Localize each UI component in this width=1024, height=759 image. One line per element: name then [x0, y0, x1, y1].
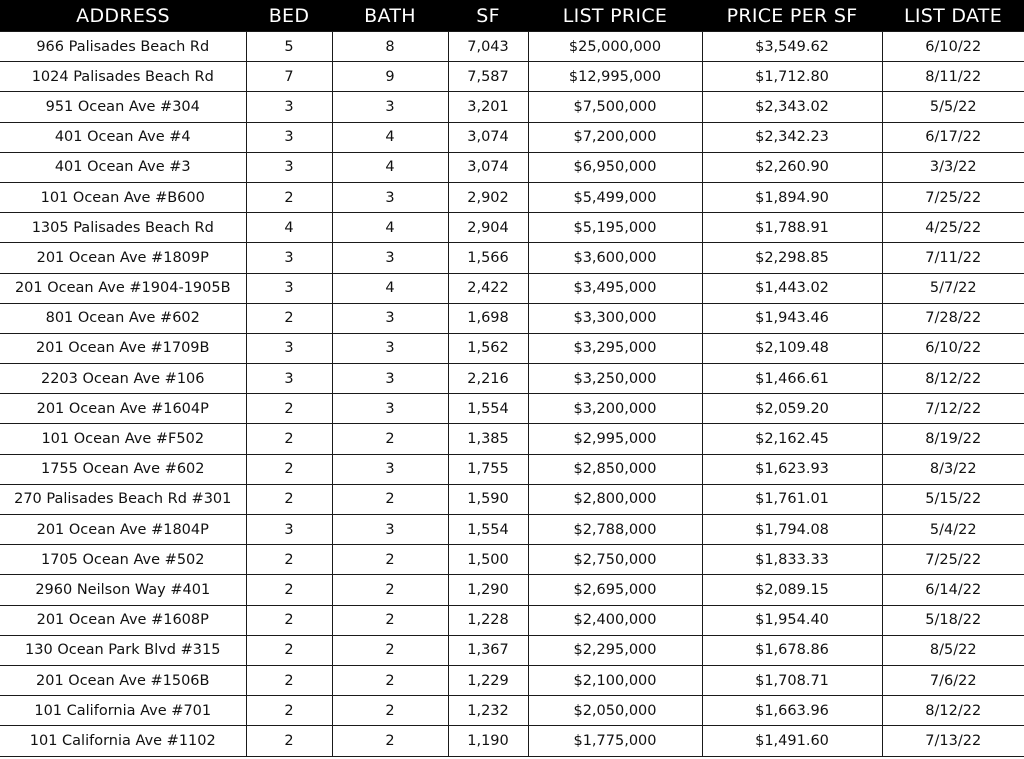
- cell-sf: 1,500: [448, 545, 528, 575]
- table-row: [0, 696, 1024, 726]
- cell-list-date: 5/5/22: [882, 92, 1024, 122]
- cell-list-date: 6/17/22: [882, 122, 1024, 152]
- cell-list-price: $6,950,000: [528, 152, 702, 182]
- cell-price-per-sf: $2,343.02: [702, 92, 882, 122]
- cell-price-per-sf: $1,788.91: [702, 213, 882, 243]
- cell-sf: 1,385: [448, 424, 528, 454]
- cell-bath: 3: [332, 394, 448, 424]
- cell-address: 101 Ocean Ave #F502: [0, 424, 246, 454]
- table-row: [0, 273, 1024, 303]
- cell-bed: 3: [246, 243, 332, 273]
- cell-list-price: $3,600,000: [528, 243, 702, 273]
- cell-bed: 3: [246, 122, 332, 152]
- cell-price-per-sf: $1,833.33: [702, 545, 882, 575]
- cell-address: 130 Ocean Park Blvd #315: [0, 635, 246, 665]
- cell-sf: 7,043: [448, 32, 528, 62]
- cell-price-per-sf: $1,663.96: [702, 696, 882, 726]
- cell-address: 401 Ocean Ave #4: [0, 122, 246, 152]
- cell-bed: 3: [246, 364, 332, 394]
- cell-list-price: $2,750,000: [528, 545, 702, 575]
- cell-list-price: $2,800,000: [528, 484, 702, 514]
- cell-list-price: $3,250,000: [528, 364, 702, 394]
- cell-address: 201 Ocean Ave #1809P: [0, 243, 246, 273]
- cell-bath: 3: [332, 454, 448, 484]
- cell-bath: 9: [332, 62, 448, 92]
- header-bed: BED: [246, 0, 332, 32]
- cell-bath: 2: [332, 726, 448, 756]
- table-row: [0, 92, 1024, 122]
- cell-sf: 3,201: [448, 92, 528, 122]
- cell-list-date: 5/18/22: [882, 605, 1024, 635]
- cell-price-per-sf: $2,298.85: [702, 243, 882, 273]
- cell-list-date: 5/4/22: [882, 515, 1024, 545]
- cell-address: 101 Ocean Ave #B600: [0, 182, 246, 212]
- cell-sf: 1,554: [448, 515, 528, 545]
- cell-price-per-sf: $1,794.08: [702, 515, 882, 545]
- cell-bed: 2: [246, 605, 332, 635]
- header-bath: BATH: [332, 0, 448, 32]
- cell-sf: 1,290: [448, 575, 528, 605]
- cell-address: 1024 Palisades Beach Rd: [0, 62, 246, 92]
- cell-bed: 2: [246, 454, 332, 484]
- table-row: [0, 484, 1024, 514]
- table-body: [0, 32, 1024, 757]
- cell-list-price: $2,050,000: [528, 696, 702, 726]
- cell-price-per-sf: $3,549.62: [702, 32, 882, 62]
- header-row: [0, 0, 1024, 32]
- cell-list-date: 7/25/22: [882, 182, 1024, 212]
- cell-list-date: 7/6/22: [882, 665, 1024, 695]
- cell-address: 270 Palisades Beach Rd #301: [0, 484, 246, 514]
- cell-bed: 2: [246, 726, 332, 756]
- cell-list-price: $3,495,000: [528, 273, 702, 303]
- cell-sf: 1,590: [448, 484, 528, 514]
- cell-sf: 1,566: [448, 243, 528, 273]
- cell-bath: 2: [332, 424, 448, 454]
- cell-list-date: 7/13/22: [882, 726, 1024, 756]
- table-row: [0, 605, 1024, 635]
- cell-price-per-sf: $1,708.71: [702, 665, 882, 695]
- cell-list-date: 8/19/22: [882, 424, 1024, 454]
- cell-list-date: 3/3/22: [882, 152, 1024, 182]
- cell-list-date: 6/10/22: [882, 333, 1024, 363]
- cell-bed: 5: [246, 32, 332, 62]
- header-address: ADDRESS: [0, 0, 246, 32]
- table-row: [0, 394, 1024, 424]
- header-sf: SF: [448, 0, 528, 32]
- cell-sf: 1,698: [448, 303, 528, 333]
- cell-bath: 2: [332, 635, 448, 665]
- cell-price-per-sf: $2,162.45: [702, 424, 882, 454]
- cell-list-price: $2,995,000: [528, 424, 702, 454]
- cell-sf: 1,367: [448, 635, 528, 665]
- cell-list-price: $5,195,000: [528, 213, 702, 243]
- table-row: [0, 182, 1024, 212]
- cell-bath: 8: [332, 32, 448, 62]
- cell-list-price: $3,295,000: [528, 333, 702, 363]
- cell-price-per-sf: $1,954.40: [702, 605, 882, 635]
- cell-list-price: $2,400,000: [528, 605, 702, 635]
- cell-address: 201 Ocean Ave #1904-1905B: [0, 273, 246, 303]
- cell-bed: 3: [246, 92, 332, 122]
- cell-sf: 1,554: [448, 394, 528, 424]
- cell-list-date: 6/14/22: [882, 575, 1024, 605]
- cell-sf: 1,232: [448, 696, 528, 726]
- cell-list-date: 7/12/22: [882, 394, 1024, 424]
- cell-price-per-sf: $1,678.86: [702, 635, 882, 665]
- cell-address: 401 Ocean Ave #3: [0, 152, 246, 182]
- cell-list-price: $7,200,000: [528, 122, 702, 152]
- cell-bed: 2: [246, 545, 332, 575]
- table-row: [0, 62, 1024, 92]
- table-row: [0, 424, 1024, 454]
- cell-address: 101 California Ave #701: [0, 696, 246, 726]
- cell-sf: 1,562: [448, 333, 528, 363]
- cell-bed: 2: [246, 182, 332, 212]
- cell-list-date: 8/5/22: [882, 635, 1024, 665]
- cell-list-price: $2,100,000: [528, 665, 702, 695]
- cell-address: 201 Ocean Ave #1608P: [0, 605, 246, 635]
- table-row: [0, 364, 1024, 394]
- cell-sf: 2,422: [448, 273, 528, 303]
- header-list-price: LIST PRICE: [528, 0, 702, 32]
- table-row: [0, 665, 1024, 695]
- cell-list-date: 6/10/22: [882, 32, 1024, 62]
- cell-address: 201 Ocean Ave #1804P: [0, 515, 246, 545]
- cell-sf: 1,190: [448, 726, 528, 756]
- cell-sf: 7,587: [448, 62, 528, 92]
- cell-price-per-sf: $1,943.46: [702, 303, 882, 333]
- cell-price-per-sf: $1,894.90: [702, 182, 882, 212]
- cell-bed: 2: [246, 303, 332, 333]
- cell-bath: 4: [332, 213, 448, 243]
- cell-sf: 1,228: [448, 605, 528, 635]
- cell-list-date: 8/11/22: [882, 62, 1024, 92]
- cell-list-date: 4/25/22: [882, 213, 1024, 243]
- cell-list-date: 8/12/22: [882, 364, 1024, 394]
- cell-address: 201 Ocean Ave #1506B: [0, 665, 246, 695]
- header-list-date: LIST DATE: [882, 0, 1024, 32]
- table-row: [0, 213, 1024, 243]
- cell-list-price: $2,695,000: [528, 575, 702, 605]
- table-row: [0, 303, 1024, 333]
- table-row: [0, 726, 1024, 756]
- cell-bath: 4: [332, 273, 448, 303]
- cell-bath: 3: [332, 92, 448, 122]
- cell-address: 966 Palisades Beach Rd: [0, 32, 246, 62]
- cell-sf: 1,755: [448, 454, 528, 484]
- cell-price-per-sf: $1,443.02: [702, 273, 882, 303]
- table-row: [0, 515, 1024, 545]
- cell-bed: 2: [246, 394, 332, 424]
- cell-bed: 2: [246, 484, 332, 514]
- cell-bed: 2: [246, 575, 332, 605]
- table-row: [0, 333, 1024, 363]
- cell-bath: 3: [332, 303, 448, 333]
- cell-price-per-sf: $2,059.20: [702, 394, 882, 424]
- cell-list-price: $2,850,000: [528, 454, 702, 484]
- cell-list-date: 7/11/22: [882, 243, 1024, 273]
- cell-price-per-sf: $1,712.80: [702, 62, 882, 92]
- cell-price-per-sf: $1,466.61: [702, 364, 882, 394]
- cell-list-date: 7/28/22: [882, 303, 1024, 333]
- cell-list-price: $12,995,000: [528, 62, 702, 92]
- cell-list-price: $7,500,000: [528, 92, 702, 122]
- cell-price-per-sf: $1,623.93: [702, 454, 882, 484]
- cell-bed: 3: [246, 515, 332, 545]
- cell-bed: 2: [246, 665, 332, 695]
- table-row: [0, 635, 1024, 665]
- cell-address: 1755 Ocean Ave #602: [0, 454, 246, 484]
- cell-price-per-sf: $2,342.23: [702, 122, 882, 152]
- cell-bath: 4: [332, 152, 448, 182]
- cell-address: 201 Ocean Ave #1604P: [0, 394, 246, 424]
- cell-list-price: $2,788,000: [528, 515, 702, 545]
- table-row: [0, 32, 1024, 62]
- cell-address: 101 California Ave #1102: [0, 726, 246, 756]
- cell-bed: 4: [246, 213, 332, 243]
- cell-price-per-sf: $1,491.60: [702, 726, 882, 756]
- cell-address: 1705 Ocean Ave #502: [0, 545, 246, 575]
- cell-list-date: 5/15/22: [882, 484, 1024, 514]
- cell-address: 2203 Ocean Ave #106: [0, 364, 246, 394]
- cell-address: 801 Ocean Ave #602: [0, 303, 246, 333]
- cell-bath: 2: [332, 575, 448, 605]
- cell-bath: 3: [332, 243, 448, 273]
- table-row: [0, 152, 1024, 182]
- cell-bath: 2: [332, 545, 448, 575]
- cell-bath: 2: [332, 665, 448, 695]
- cell-bed: 2: [246, 635, 332, 665]
- cell-sf: 1,229: [448, 665, 528, 695]
- cell-bath: 2: [332, 484, 448, 514]
- cell-list-price: $25,000,000: [528, 32, 702, 62]
- cell-list-price: $2,295,000: [528, 635, 702, 665]
- cell-address: 2960 Neilson Way #401: [0, 575, 246, 605]
- cell-list-date: 5/7/22: [882, 273, 1024, 303]
- cell-address: 201 Ocean Ave #1709B: [0, 333, 246, 363]
- cell-address: 1305 Palisades Beach Rd: [0, 213, 246, 243]
- cell-bath: 3: [332, 364, 448, 394]
- cell-address: 951 Ocean Ave #304: [0, 92, 246, 122]
- cell-price-per-sf: $2,089.15: [702, 575, 882, 605]
- cell-bath: 2: [332, 696, 448, 726]
- table-row: [0, 243, 1024, 273]
- cell-price-per-sf: $2,260.90: [702, 152, 882, 182]
- table-header: [0, 0, 1024, 32]
- cell-list-price: $3,300,000: [528, 303, 702, 333]
- cell-list-date: 8/3/22: [882, 454, 1024, 484]
- cell-price-per-sf: $2,109.48: [702, 333, 882, 363]
- cell-list-price: $3,200,000: [528, 394, 702, 424]
- cell-bath: 3: [332, 333, 448, 363]
- cell-bath: 3: [332, 182, 448, 212]
- cell-bed: 3: [246, 152, 332, 182]
- table-row: [0, 575, 1024, 605]
- cell-sf: 2,216: [448, 364, 528, 394]
- cell-bed: 2: [246, 696, 332, 726]
- header-price-per-sf: PRICE PER SF: [702, 0, 882, 32]
- cell-bed: 2: [246, 424, 332, 454]
- cell-bed: 3: [246, 273, 332, 303]
- cell-list-date: 7/25/22: [882, 545, 1024, 575]
- cell-bath: 4: [332, 122, 448, 152]
- cell-list-price: $1,775,000: [528, 726, 702, 756]
- cell-sf: 3,074: [448, 122, 528, 152]
- cell-bed: 3: [246, 333, 332, 363]
- cell-bath: 2: [332, 605, 448, 635]
- table-row: [0, 122, 1024, 152]
- cell-list-date: 8/12/22: [882, 696, 1024, 726]
- cell-sf: 2,902: [448, 182, 528, 212]
- cell-price-per-sf: $1,761.01: [702, 484, 882, 514]
- cell-bath: 3: [332, 515, 448, 545]
- table-row: [0, 545, 1024, 575]
- cell-sf: 3,074: [448, 152, 528, 182]
- cell-list-price: $5,499,000: [528, 182, 702, 212]
- cell-bed: 7: [246, 62, 332, 92]
- cell-sf: 2,904: [448, 213, 528, 243]
- table-row: [0, 454, 1024, 484]
